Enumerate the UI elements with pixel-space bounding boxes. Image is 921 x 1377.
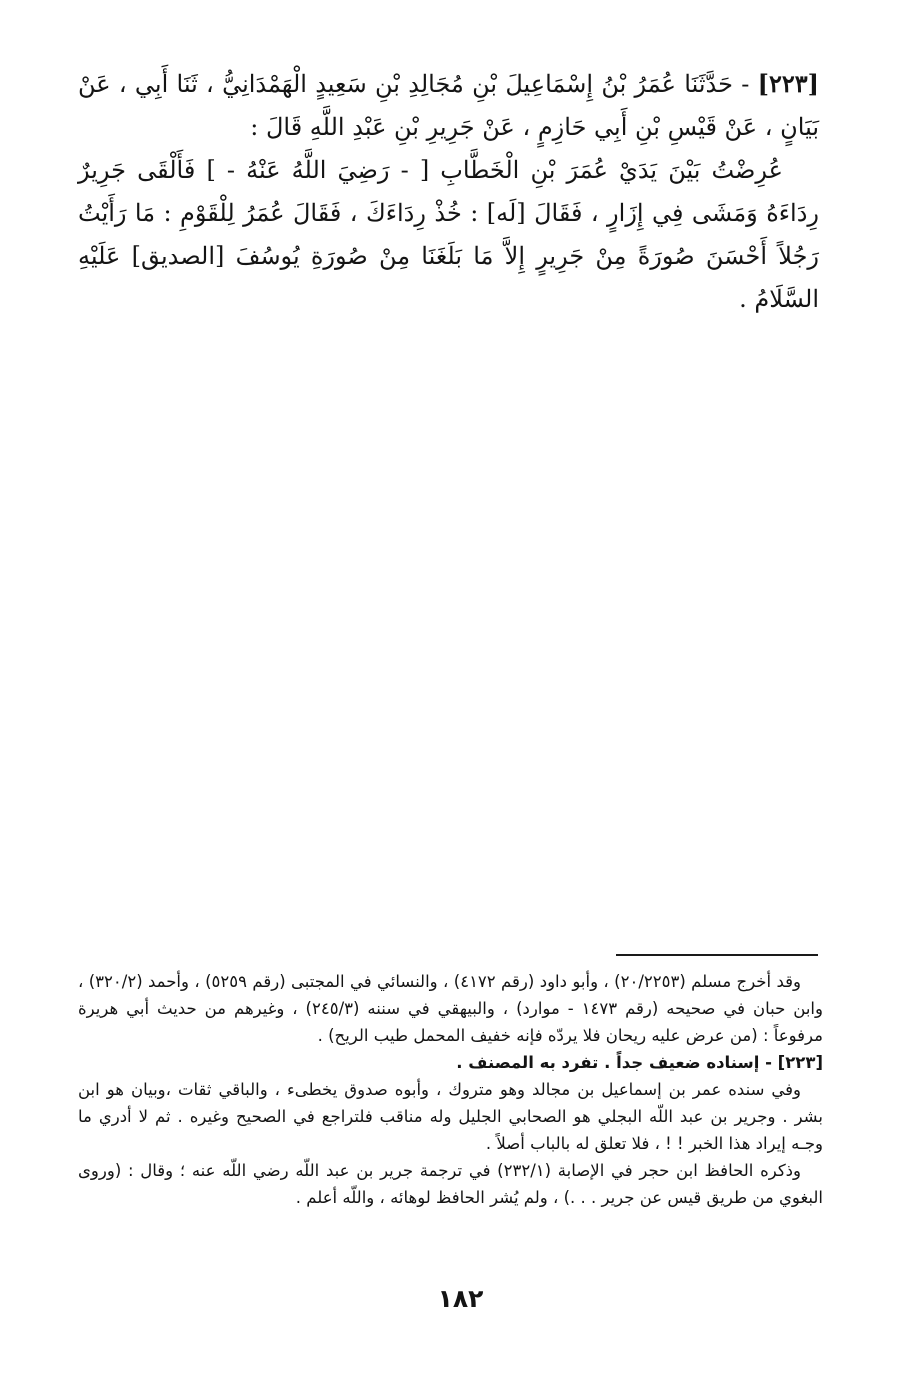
hadith-isnad-paragraph [78, 62, 819, 149]
page-number: ١٨٢ [437, 1284, 484, 1313]
footnote-takhrij: وقد أخرج مسلم (٢٠/٢٢٥٣) ، وأبو داود (رقم ٤١٧٢) ، والنسائي في المجتبى (رقم ٥٢٥٩) ، وأحمد (٣٢٠/٢) ، وابن حبان في صحيحه (رقم ١٤٧٣ - موارد) ، والبيهقي في سننه (٢٤٥/٣) ، وغيرهم من حديث أبي هريرة مرفوعاً : (من عرض عليه ريحان فلا يردّه فإنه خفيف المحمل طيب الريح) . [78, 972, 823, 1045]
footnote-divider [616, 954, 818, 956]
hadith-text [78, 62, 819, 321]
hadith-matn: عُرِضْتُ بَيْنَ يَدَيْ عُمَرَ بْنِ الْخَطَّابِ [ - رَضِيَ اللَّهُ عَنْهُ - ] فَأَلْقَى جَرِيرٌ رِدَاءَهُ وَمَشَى فِي إِزَارٍ ، فَقَالَ [لَه] : خُذْ رِدَاءَكَ ، فَقَالَ عُمَرُ لِلْقَوْمِ : مَا رَأَيْتُ رَجُلاً أَحْسَنَ صُورَةً مِنْ جَرِيرٍ إِلاَّ مَا بَلَغَنَا مِنْ صُورَةِ يُوسُفَ [الصديق] عَلَيْهِ السَّلَامُ . [78, 156, 819, 313]
footnotes [78, 968, 823, 1211]
hadith-number: [٢٢٣] [757, 69, 819, 98]
footnote-grade: [٢٢٣] - إسناده ضعيف جداً . تفرد به المصنف . [456, 1053, 823, 1072]
footnote-isaba-note: وذكره الحافظ ابن حجر في الإصابة (٢٣٢/١) في ترجمة جرير بن عبد اللّه رضي اللّه عنه ؛ وقال : (وروى البغوي من طريق قيس عن جرير . . .) ، ولم يُشر الحافظ لوهائه ، واللّه أعلم . [78, 1161, 823, 1207]
footnote-sanad-note: وفي سنده عمر بن إسماعيل بن مجالد وهو متروك ، وأبوه صدوق يخطىء ، والباقي ثقات ،وبيان هو ابن بشر . وجرير بن عبد اللّه البجلي هو الصحابي الجليل وله مناقب فلتراجع في الصحيح وغيره . ثم لا أدري ما وجـه إيراد هذا الخبر ! ! ، فلا تعلق له بالباب أصلاً . [78, 1080, 823, 1153]
hadith-isnad: - حَدَّثَنَا عُمَرُ بْنُ إِسْمَاعِيلَ بْنِ مُجَالِدِ بْنِ سَعِيدٍ الْهَمْدَانِيُّ ، ثَنَا أَبِي ، عَنْ بَيَانٍ ، عَنْ قَيْسِ بْنِ أَبِي حَازِمٍ ، عَنْ جَرِيرِ بْنِ عَبْدِ اللَّهِ قَالَ : [78, 70, 819, 141]
